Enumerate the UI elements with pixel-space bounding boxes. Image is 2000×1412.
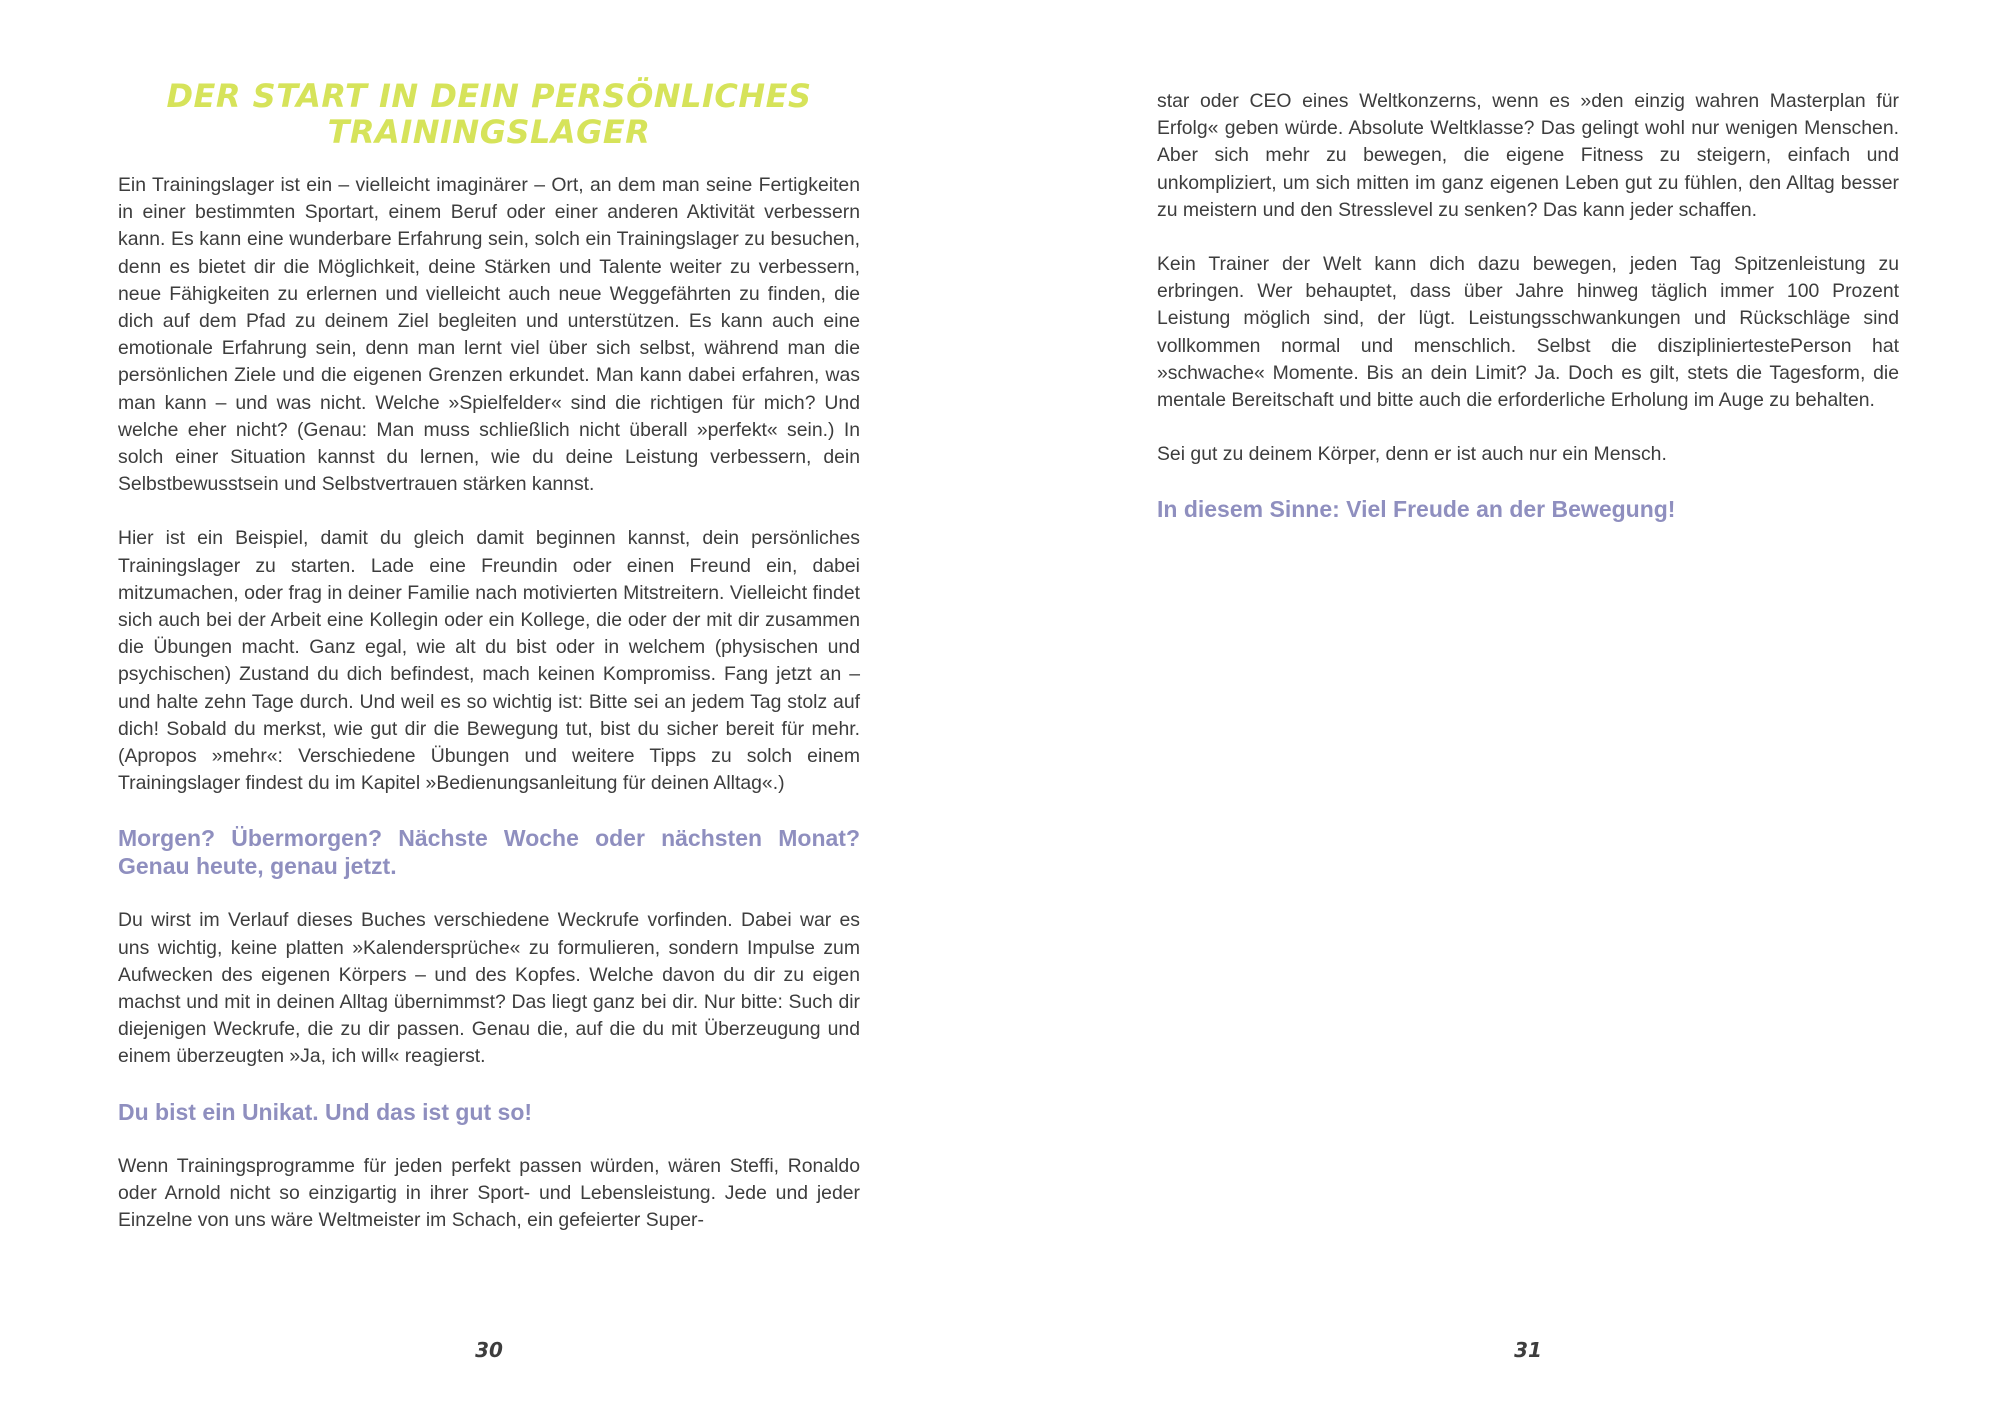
- subheading-unique: Du bist ein Unikat. Und das ist gut so!: [118, 1098, 533, 1125]
- subheading-closing: In diesem Sinne: Viel Freude an der Bewegung!: [1157, 496, 1676, 523]
- chapter-title: [118, 78, 860, 150]
- left-page: [118, 0, 860, 1412]
- chapter-title-line-2: TRAININGSLAGER: [327, 113, 651, 151]
- page-number-right: 31: [1514, 1338, 1542, 1362]
- paragraph-example: Hier ist ein Beispiel, damit du gleich damit beginnen kannst, dein persönliches Trainingslager zu starten. Lade eine Freundin oder einen Freund ein, dabei mitzumachen, oder frag in deiner Familie nach motivierten Mitstreitern. Vielleicht findet sich auch bei der Arbeit eine Kollegin oder ein Kollege, die oder der mit dir zusammen die Übungen macht. Ganz egal, wie alt du bist oder in welchem (physischen und psychischen) Zustand du dich befindest, mach keinen Kompromiss. Fang jetzt an – und halte zehn Tage durch. Und weil es so wichtig ist: Bitte sei an jedem Tag stolz auf dich! Sobald du merkst, wie gut dir die Bewegung tut, bist du sicher bereit für mehr. (Apropos »mehr«: Verschiedene Übungen und weitere Tipps zu solch einem Trainingslager findest du im Kapitel »Bedienungsanleitung für deinen Alltag«.): [118, 527, 860, 795]
- paragraph-training-programs: Wenn Trainingsprogramme für jeden perfekt passen würden, wären Steffi, Ronaldo oder Arnold nicht so einzigartig in ihrer Sport- und Lebensleistung. Jede und jeder Einzelne von uns wäre Weltmeister im Schach, ein gefeierter Super-: [118, 1154, 860, 1232]
- paragraph-wake-up-calls: Du wirst im Verlauf dieses Buches verschiedene Weckrufe vorfinden. Dabei war es uns wichtig, keine platten »Kalendersprüche« zu formulieren, sondern Impulse zum Aufwecken des eigenen Körpers – und des Kopfes. Welche davon du dir zu eigen machst und mit in deinen Alltag übernimmst? Das liegt ganz bei dir. Nur bitte: Such dir diejenigen Weckrufe, die zu dir passen. Genau die, auf die du mit Überzeugung und einem überzeugten »Ja, ich will« reagierst.: [118, 909, 860, 1068]
- right-page: [1157, 0, 1899, 1412]
- paragraph-continued: star oder CEO eines Weltkonzerns, wenn es »den einzig wahren Masterplan für Erfolg« geben würde. Absolute Weltklasse? Das gelingt wohl nur wenigen Menschen. Aber sich mehr zu bewegen, die eigene Fitness zu steigern, einfach und unkompliziert, um sich mitten im ganz eigenen Leben gut zu fühlen, den Alltag besser zu meistern und den Stresslevel zu senken? Das kann jeder schaffen.: [1157, 90, 1899, 221]
- page-number-left: 30: [475, 1338, 503, 1362]
- chapter-title-line-1: DER START IN DEIN PERSÖNLICHES: [166, 77, 812, 115]
- subheading-now: Morgen? Übermorgen? Nächste Woche oder nächsten Monat? Genau heute, genau jetzt.: [118, 825, 860, 880]
- paragraph-intro: Ein Trainingslager ist ein – vielleicht imaginärer – Ort, an dem man seine Fertigkeiten in einer bestimmten Sportart, einem Beruf oder einer anderen Aktivität verbessern kann. Es kann eine wunderbare Erfahrung sein, solch ein Trainingslager zu besuchen, denn es bietet dir die Möglichkeit, deine Stärken und Talente weiter zu verbessern, neue Fähigkeiten zu erlernen und vielleicht auch neue Weggefährten zu finden, die dich auf dem Pfad zu deinem Ziel begleiten und unterstützen. Es kann auch eine emotionale Erfahrung sein, denn man lernt viel über sich selbst, während man die persönlichen Ziele und die eigenen Grenzen erkundet. Man kann dabei erfahren, was man kann – und was nicht. Welche »Spielfelder« sind die richtigen für mich? Und welche eher nicht? (Genau: Man muss schließlich nicht überall »perfekt« sein.) In solch einer Situation kannst du lernen, wie du deine Leistung verbessern, dein Selbstbewusstsein und Selbstvertrauen stärken kannst.: [118, 174, 860, 496]
- paragraph-no-trainer: Kein Trainer der Welt kann dich dazu bewegen, jeden Tag Spitzenleistung zu erbringen. Wer behauptet, dass über Jahre hinweg täglich immer 100 Prozent Leistung möglich sind, der lügt. Leistungsschwankungen und Rückschläge sind vollkommen normal und menschlich. Selbst die diszipliniertestePerson hat »schwache« Momente. Bis an dein Limit? Ja. Doch es gilt, stets die Tagesform, die mentale Bereitschaft und bitte auch die erforderliche Erholung im Auge zu behalten.: [1157, 253, 1899, 412]
- paragraph-body: Sei gut zu deinem Körper, denn er ist auch nur ein Mensch.: [1157, 443, 1667, 466]
